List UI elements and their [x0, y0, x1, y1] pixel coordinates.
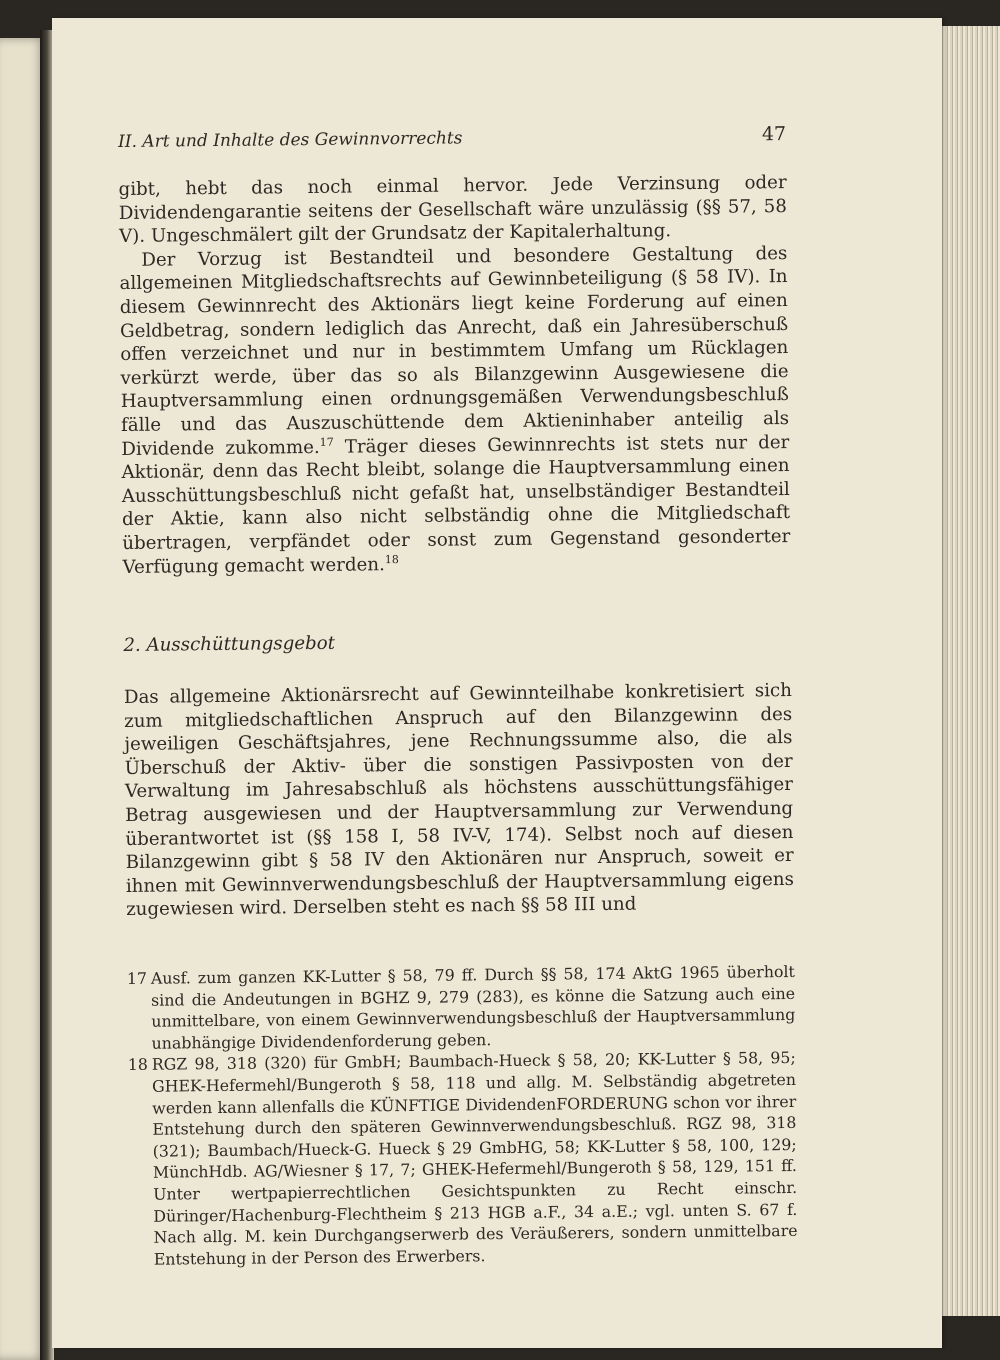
- running-head-title: II. Art und Inhalte des Gewinnvorrechts: [118, 128, 463, 152]
- running-head: [118, 123, 786, 152]
- paragraph-2: [119, 242, 790, 579]
- page-content: [118, 123, 798, 1270]
- section-heading: 2. Ausschüttungsgebot: [123, 632, 336, 657]
- footnote-ref-17: 17: [319, 435, 334, 449]
- footnote-18: [128, 1047, 798, 1270]
- page-number: 47: [761, 123, 787, 146]
- paragraph-3: Das allgemeine Aktionärsrecht auf Gewinnteilhabe konkretisiert sich zum mitgliedschaftlichen Anspruch auf den Bilanzgewinn des jeweiligen Geschäftsjahres, jene Rechnungssumme also, die als Überschuß der Aktiv- über die sonstigen Passivposten von der Verwaltung im Jahresabschluß als höchstens ausschüttungsfähiger Betrag ausgewiesen und der Hauptversammlung zur Verwendung überantwortet ist (§§ 158 I, 58 IV-V, 174). Selbst noch auf diesen Bilanzgewinn gibt § 58 IV den Aktionären nur Anspruch, soweit er ihnen mit Gewinnverwendungsbeschluß der Hauptversammlung eigens zugewiesen wird. Derselben steht es nach §§ 58 III und: [123, 680, 794, 921]
- footnotes: [127, 961, 798, 1270]
- footnote-ref-18: 18: [384, 552, 399, 566]
- footnote-text: Ausf. zum ganzen KK-Lutter § 58, 79 ff. Durch §§ 58, 174 AktG 1965 überholt sind die Andeutungen in BGHZ 9, 279 (283), es könne die Satzung auch eine unmittelbare, von einem Gewinnverwendungsbeschluß der Hauptversammlung unabhängige Dividendenforderung geben.: [150, 961, 796, 1053]
- paragraph-1: gibt, hebt das noch einmal hervor. Jede Verzinsung oder Dividendengarantie seitens der Gesellschaft wäre unzulässig (§§ 57, 58 V). Ungeschmälert gilt der Grundsatz der Kapitalerhaltung.: [118, 172, 787, 248]
- book-page: [52, 18, 942, 1348]
- paragraph-2-part-2: Träger dieses Gewinnrechts ist stets nur der Aktionär, denn das Recht bleibt, solange die Hauptversammlung einen Ausschüttungsbeschluß nicht gefaßt hat, unselbständiger Bestandteil der Aktie, kann also nicht selbständig ohne die Mitgliedschaft übertragen, verpfändet oder sonst zum Gegenstand gesonderter Verfügung gemacht werden.: [121, 431, 791, 578]
- footnote-number: 18: [127, 1055, 148, 1075]
- footnote-17: [127, 961, 796, 1054]
- paragraph-2-part-1: Der Vorzug ist Bestandteil und besondere Gestaltung des allgemeinen Mitgliedschaftsrechts auf Gewinnbeteiligung (§ 58 IV). In diesem Gewinnrecht des Aktionärs liegt keine Forderung auf einen Geldbetrag, sondern lediglich das Anrecht, daß ein Jahresüberschuß offen verzeichnet und nur in bestimmtem Umfang um Rücklagen verkürzt werde, über das so als Bilanzgewinn Ausgewiesene die Hauptversammlung einen ordnungsgemäßen Verwendungsbeschluß fälle und das Auszuschüttende dem Aktieninhaber anteilig als Dividende zukomme.: [119, 242, 790, 460]
- footnote-number: 17: [126, 968, 148, 988]
- footnote-text: RGZ 98, 318 (320) für GmbH; Baumbach-Hueck § 58, 20; KK-Lutter § 58, 95; GHEK-Hefermehl/Bungeroth § 58, 118 und allg. M. Selbständig abgetreten werden kann allenfalls die KÜNFTIGE DividendenFORDERUNG schon vor ihrer Entstehung durch den späteren Gewinnverwendungsbeschluß. RGZ 98, 318 (321); Baumbach/Hueck-G. Hueck § 29 GmbHG, 58; KK-Lutter § 58, 100, 129; MünchHdb. AG/Wiesner § 17, 7; GHEK-Hefermehl/Bungeroth § 58, 129, 151 ff. Unter wertpapierrechtlichen Gesichtspunkten zu Recht einschr. Düringer/Hachenburg-Flechtheim § 213 HGB a.F., 34 a.E.; vgl. unten S. 67 f. Nach allg. M. kein Durchgangserwerb des Veräußerers, sondern unmittelbare Entstehung in der Person des Erwerbers.: [151, 1048, 798, 1269]
